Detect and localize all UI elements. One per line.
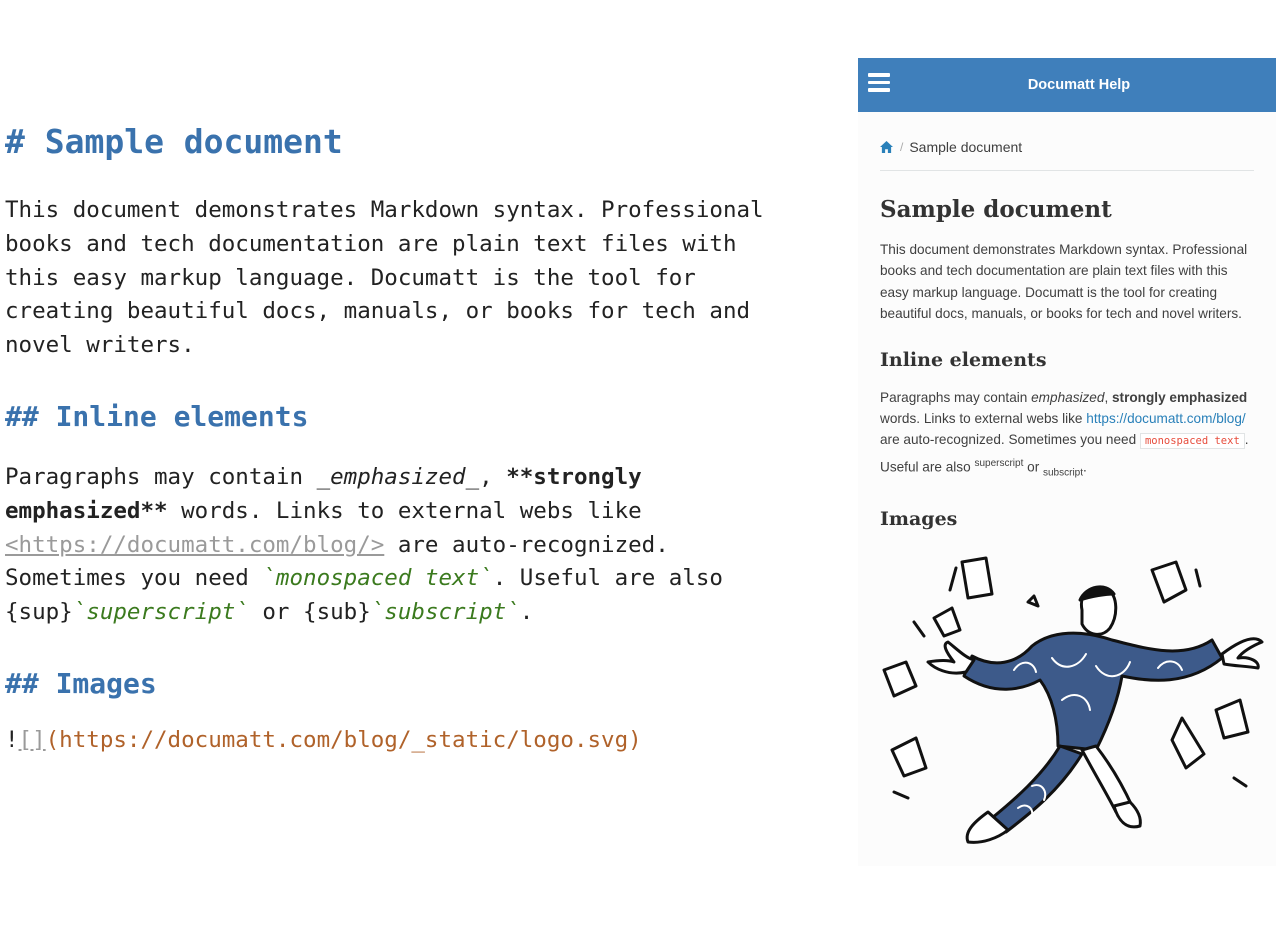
source-heading-images: ## Images (5, 666, 157, 700)
preview-text: , (1104, 389, 1112, 405)
rendered-preview-pane (858, 58, 1276, 866)
preview-site-title[interactable]: Documatt Help (1027, 77, 1131, 93)
source-line: This document demonstrates Markdown syntax. Professional (5, 197, 764, 223)
markdown-source-editor[interactable] (5, 118, 845, 758)
preview-text: Paragraphs may contain (880, 389, 1032, 405)
source-inline-code: `subscript` (370, 599, 520, 626)
source-line: this easy markup language. Documatt is the tool for (5, 264, 696, 291)
source-line: creating beautiful docs, manuals, or books for tech and (5, 298, 751, 325)
source-text: words. Links to external webs like (167, 497, 642, 524)
source-line: books and tech documentation are plain text files with (5, 230, 737, 257)
preview-subscript: subscript (1043, 467, 1084, 479)
source-heading-1: # Sample document (5, 122, 343, 161)
preview-text: . Useful are also (880, 432, 1249, 475)
source-strong: emphasized** (5, 497, 168, 524)
source-text: Paragraphs may contain (5, 463, 317, 490)
source-autolink[interactable]: <https://documatt.com/blog/> (5, 531, 385, 558)
preview-text: or (1023, 459, 1043, 475)
source-heading-inline-elements: ## Inline elements (5, 399, 309, 433)
preview-text: . (1083, 459, 1087, 475)
home-icon[interactable] (880, 141, 893, 153)
source-line: novel writers. (5, 332, 195, 359)
source-image-url: (https://documatt.com/blog/_static/logo.svg) (45, 726, 642, 753)
preview-text: are auto-recognized. Sometimes you need (880, 432, 1140, 448)
preview-top-bar (858, 58, 1276, 112)
source-text: are auto-recognized. (384, 531, 669, 558)
preview-intro-paragraph: This document demonstrates Markdown syntax. Professional books and tech documentation are plain text files with this easy markup language. Documatt is the tool for creating beautiful docs, manuals, or books for tech and novel writers. (880, 242, 1248, 322)
source-inline-code: `monospaced text` (262, 565, 493, 592)
source-role-sub: {sub} (303, 599, 371, 626)
source-text: Sometimes you need (5, 565, 263, 592)
source-image-bang: ! (5, 726, 19, 753)
preview-inline-paragraph (880, 387, 1254, 484)
source-image-alt-brackets[interactable]: [] (18, 726, 46, 753)
source-emphasis: _emphasized_ (316, 463, 480, 490)
juggling-papers-illustration (882, 550, 1266, 850)
source-strong: **strongly (506, 463, 642, 490)
source-text: , (479, 463, 507, 490)
source-role-sup: {sup} (5, 599, 73, 626)
source-text: or (248, 599, 304, 626)
source-inline-code: `superscript` (72, 599, 249, 626)
preview-emphasis: emphasized (1031, 389, 1105, 405)
source-text: . Useful are also (492, 565, 723, 592)
preview-external-link[interactable]: https://documatt.com/blog/ (1086, 411, 1246, 427)
source-intro-paragraph (5, 194, 845, 363)
source-image-line (5, 724, 845, 758)
source-text: . (519, 599, 534, 626)
source-inline-paragraph (5, 461, 845, 630)
preview-superscript: superscript (974, 457, 1024, 469)
preview-heading-images: Images (880, 507, 958, 530)
preview-text: words. Links to external webs like (880, 411, 1087, 427)
breadcrumb (880, 124, 1254, 171)
breadcrumb-current: Sample document (909, 139, 1023, 155)
preview-content (858, 124, 1276, 855)
preview-heading-inline-elements: Inline elements (880, 348, 1047, 371)
preview-page-title: Sample document (880, 196, 1112, 223)
breadcrumb-separator: / (900, 140, 904, 154)
preview-strong: strongly emphasized (1112, 389, 1248, 405)
preview-inline-code: monospaced text (1140, 433, 1245, 449)
